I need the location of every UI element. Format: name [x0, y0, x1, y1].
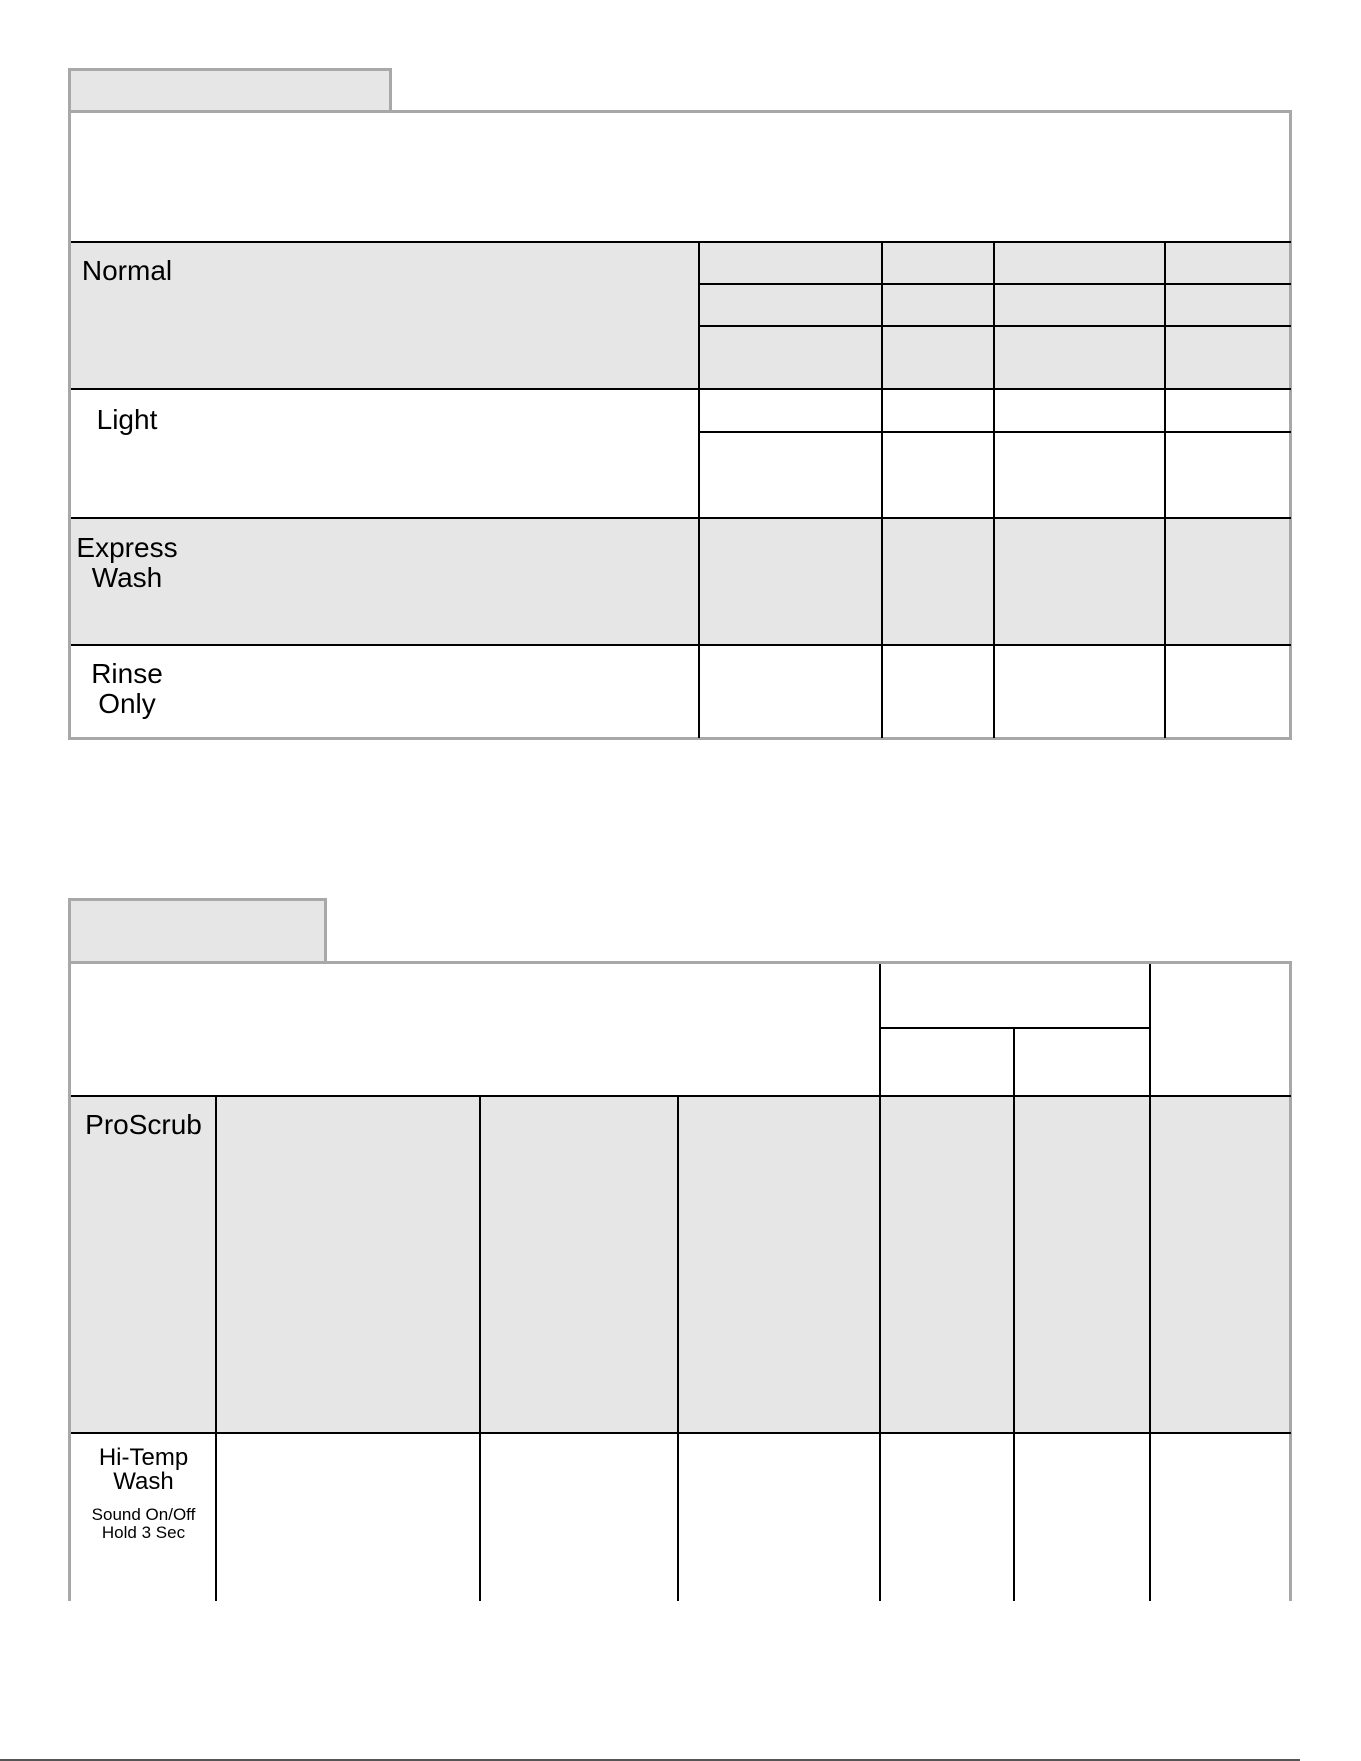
table1-frame [68, 110, 1292, 740]
page-bottom-rule [0, 1759, 1300, 1761]
table1-tab [68, 68, 392, 113]
table2-header-divider [71, 1095, 1291, 1097]
table2-col-divider [479, 1095, 481, 1601]
table2-col-divider [1149, 964, 1151, 1601]
table2-tab [68, 898, 327, 962]
cycle-label-proscrub: ProScrub [85, 1109, 202, 1140]
table1-row-divider [698, 325, 1291, 327]
table1-row-divider [71, 388, 1291, 390]
table2-row-proscrub [71, 1096, 1289, 1432]
table2-col-divider [215, 1095, 217, 1601]
table2-subheader-divider [880, 1027, 1150, 1029]
table2-col-divider [677, 1095, 679, 1601]
table2-col-divider [879, 964, 881, 1601]
table1-col-divider [1164, 241, 1166, 738]
table1-header-divider [71, 241, 1291, 243]
cycle-label-light: Light [96, 404, 158, 435]
table1-row-divider [71, 644, 1291, 646]
cycle-label-hi-temp-wash: Hi-Temp Wash [98, 1444, 189, 1495]
table1-row-divider [698, 431, 1291, 433]
table1-col-divider [698, 241, 700, 738]
hi-temp-sublabel-hold: Hold 3 Sec [101, 1523, 186, 1542]
table2-col-divider [1013, 1027, 1015, 1601]
cycle-label-express-wash: Express Wash [76, 532, 178, 593]
hi-temp-sublabel-sound: Sound On/Off [91, 1505, 196, 1524]
table1-row-divider [698, 283, 1291, 285]
table1-col-divider [881, 241, 883, 738]
table1-row-express [71, 518, 1289, 645]
table2-row-divider [71, 1432, 1291, 1434]
table1-row-normal [71, 242, 1289, 388]
cycle-label-rinse-only: Rinse Only [91, 658, 163, 719]
cycle-label-normal: Normal [81, 255, 173, 286]
table1-col-divider [993, 241, 995, 738]
table1-row-divider [71, 517, 1291, 519]
